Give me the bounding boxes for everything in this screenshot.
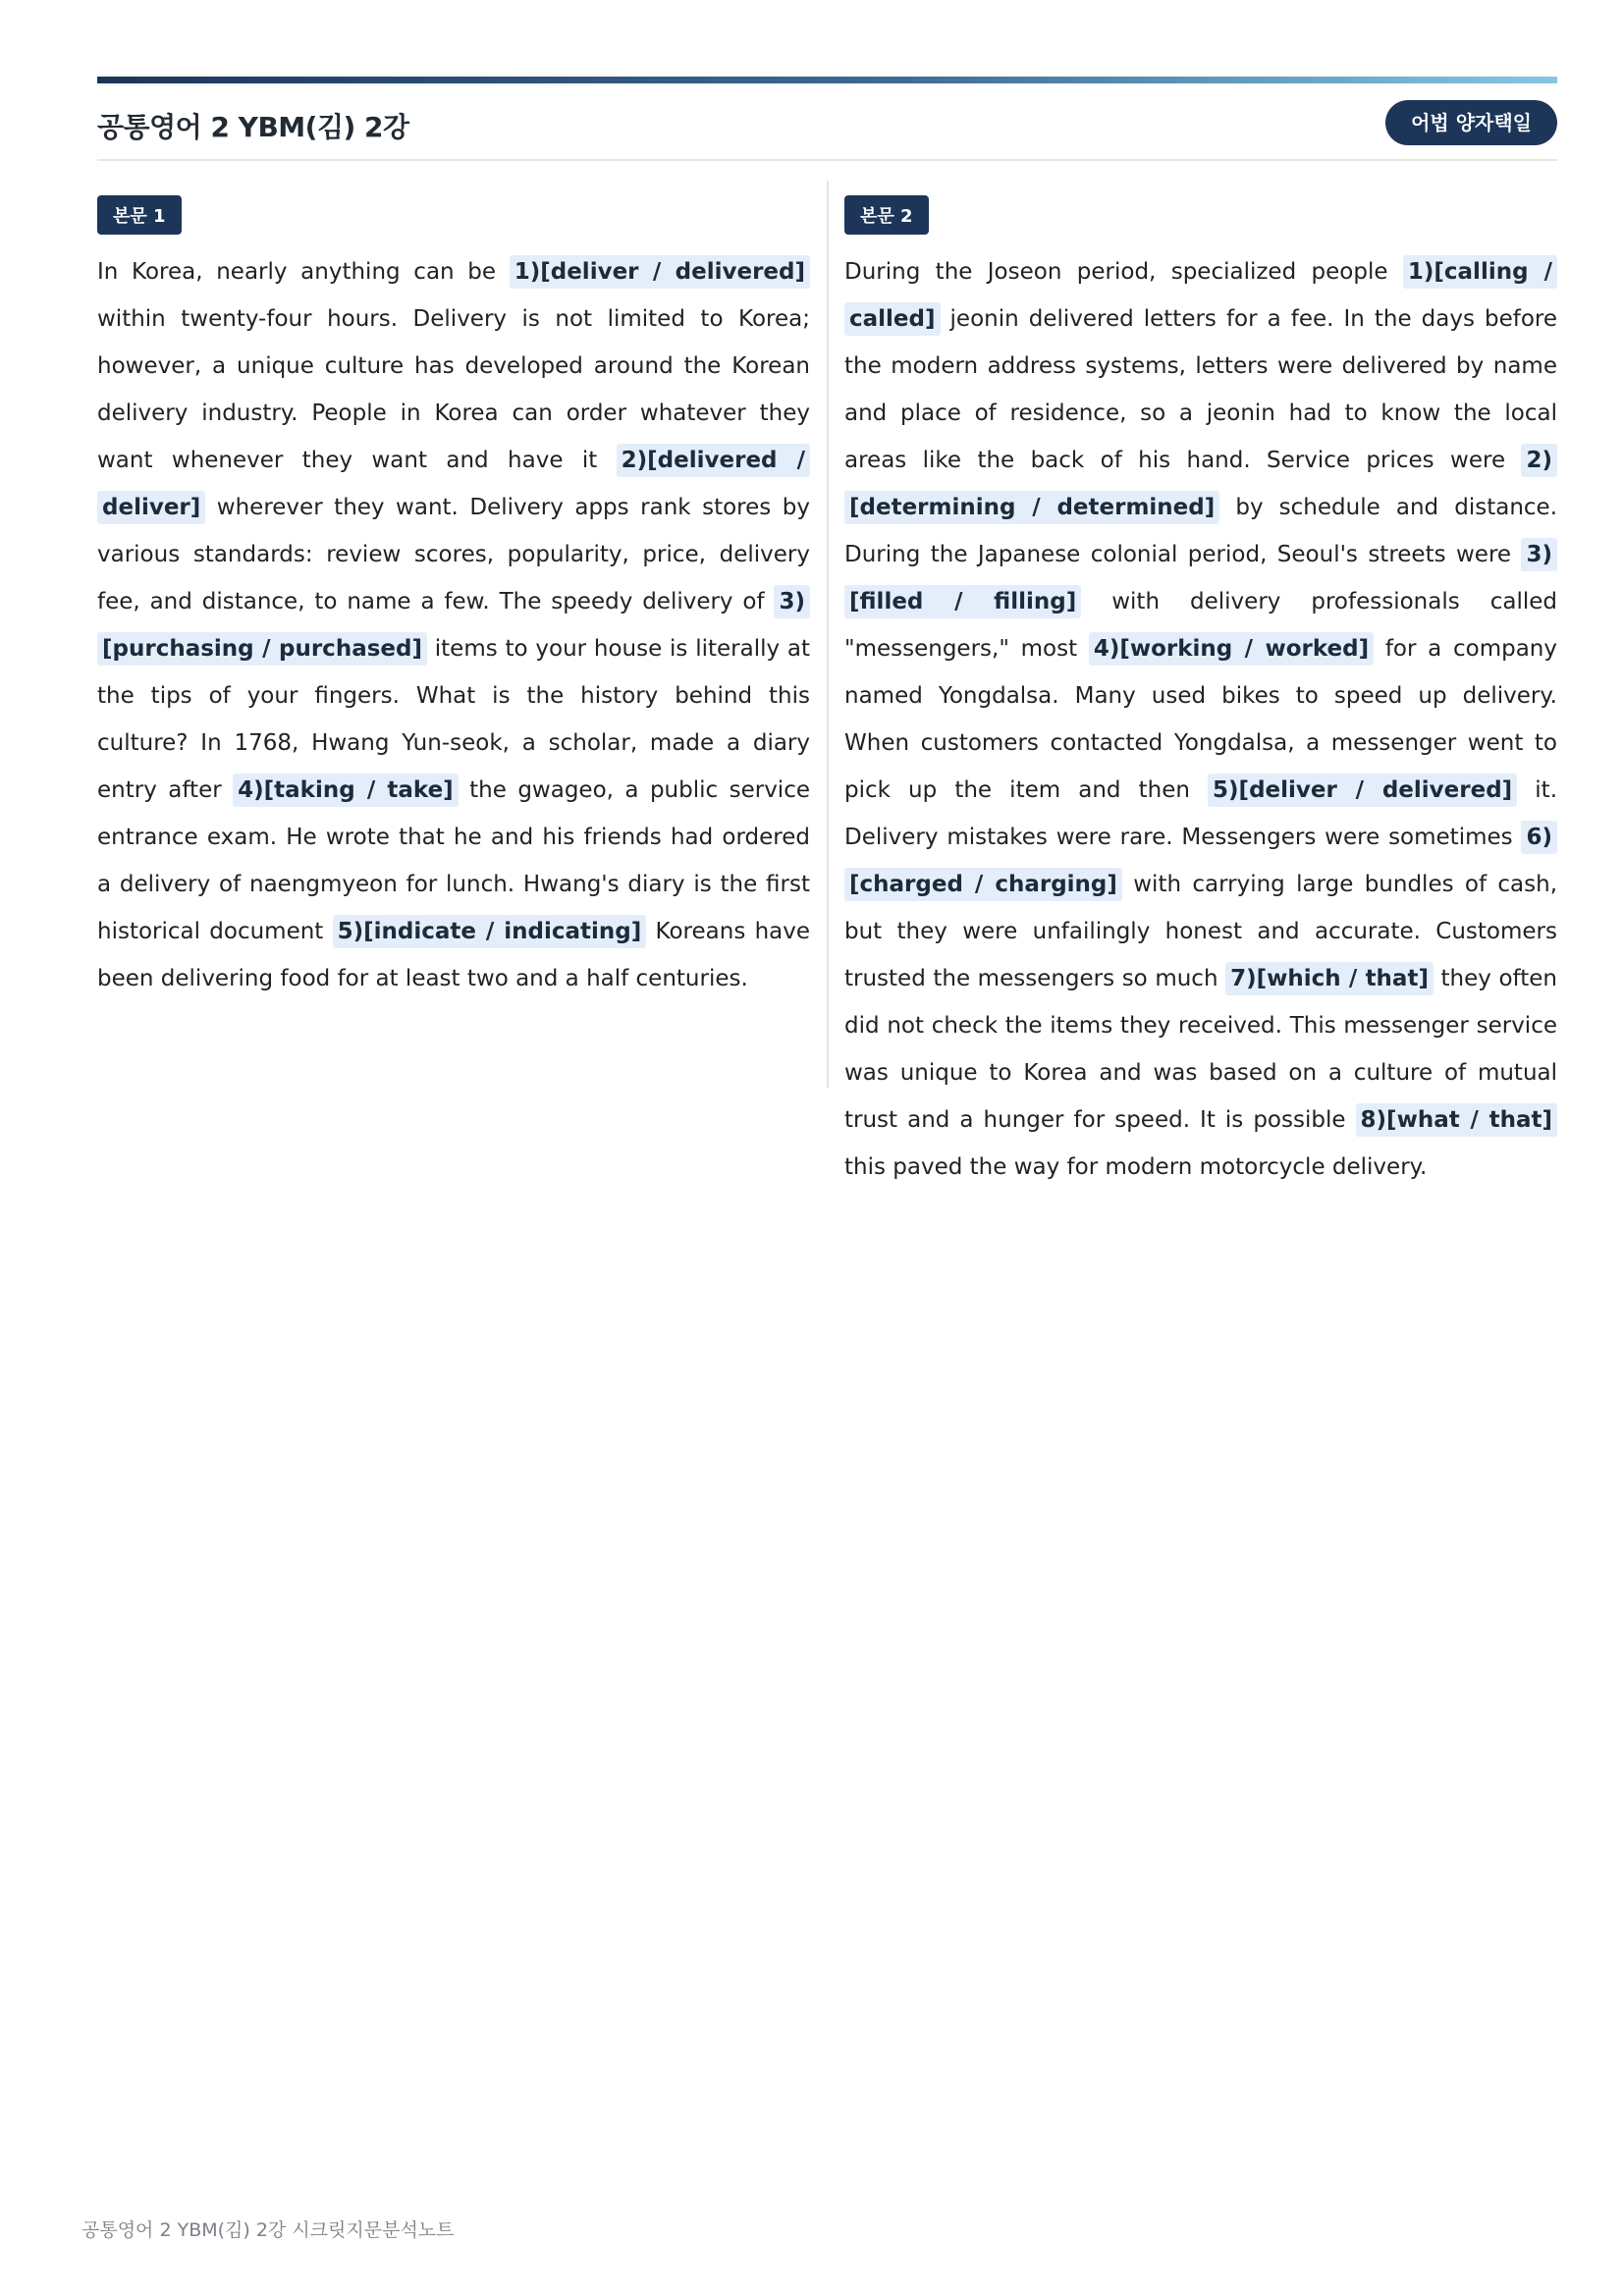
grammar-choice: 1)[calling / called] — [844, 255, 1557, 336]
header-accent-bar — [97, 77, 1557, 83]
grammar-choice: 6)[charged / charging] — [844, 821, 1557, 901]
grammar-choice: 4)[taking / take] — [233, 774, 459, 807]
passage-segment: they often did not check the items they received. This messenger service was unique to Korea and was based on a culture of mutual trust and a hunger for speed. It is possible — [844, 966, 1557, 1133]
passage-segment: within twenty-four hours. Delivery is not limited to Korea; however, a unique culture has developed around the Korean delivery industry. People in Korea can order whatever they want whenever they want and have it — [97, 306, 810, 473]
passage-segment: for a company named Yongdalsa. Many used bikes to speed up delivery. When customers contacted Yongdalsa, a messenger went to pick up the item and then — [844, 636, 1557, 803]
passage-text-2 — [844, 248, 1557, 1191]
passage-segment: wherever they want. Delivery apps rank stores by various standards: review scores, popularity, price, delivery fee, and distance, to name a few. The speedy delivery of — [97, 495, 810, 614]
passage-segment: During the Joseon period, specialized people — [844, 259, 1403, 285]
section-label-1: 본문 1 — [97, 195, 182, 235]
passage-segment: with delivery professionals called "messengers," most — [844, 589, 1557, 662]
passage-segment: the gwageo, a public service entrance exam. He wrote that he and his friends had ordered a delivery of naengmyeon for lunch. Hwang's diary is the first historical document — [97, 777, 810, 944]
passage-segment: with carrying large bundles of cash, but they were unfailingly honest and accurate. Customers trusted the messengers so much — [844, 872, 1557, 991]
grammar-choice: 3)[purchasing / purchased] — [97, 585, 810, 666]
passage-segment: it. Delivery mistakes were rare. Messengers were sometimes — [844, 777, 1558, 850]
passage-column-2 — [844, 181, 1557, 1191]
passage-column-1 — [97, 181, 810, 1002]
passage-segment: this paved the way for modern motorcycle delivery. — [844, 1154, 1428, 1180]
category-badge: 어법 양자택일 — [1385, 100, 1557, 145]
passage-columns — [97, 181, 1558, 1180]
column-divider — [827, 181, 829, 1088]
grammar-choice: 3)[filled / filling] — [844, 538, 1557, 618]
section-label-2: 본문 2 — [844, 195, 929, 235]
page-footer: 공통영어 2 YBM(김) 2강 시크릿지문분석노트 — [81, 2219, 455, 2241]
grammar-choice: 1)[deliver / delivered] — [510, 255, 810, 289]
grammar-choice: 7)[which / that] — [1225, 962, 1434, 995]
page-title: 공통영어 2 YBM(김) 2강 — [97, 111, 409, 143]
grammar-choice: 2)[determining / determined] — [844, 444, 1557, 524]
passage-segment: In Korea, nearly anything can be — [97, 259, 510, 285]
grammar-choice: 8)[what / that] — [1356, 1103, 1557, 1137]
grammar-choice: 5)[indicate / indicating] — [333, 915, 647, 948]
grammar-choice: 4)[working / worked] — [1089, 632, 1374, 666]
passage-segment: by schedule and distance. During the Japanese colonial period, Seoul's streets were — [844, 495, 1558, 567]
passage-segment: items to your house is literally at the tips of your fingers. What is the history behind this culture? In 1768, Hwang Yun-seok, a scholar, made a diary entry after — [97, 636, 810, 803]
passage-segment: Koreans have been delivering food for at least two and a half centuries. — [97, 919, 810, 991]
page-header — [97, 98, 1557, 161]
grammar-choice: 2)[delivered / deliver] — [97, 444, 810, 524]
passage-text-1 — [97, 248, 810, 1002]
grammar-choice: 5)[deliver / delivered] — [1208, 774, 1517, 807]
passage-segment: jeonin delivered letters for a fee. In the days before the modern address systems, letters were delivered by name and place of residence, so a jeonin had to know the local areas like the back of his hand. Service prices were — [844, 306, 1557, 473]
